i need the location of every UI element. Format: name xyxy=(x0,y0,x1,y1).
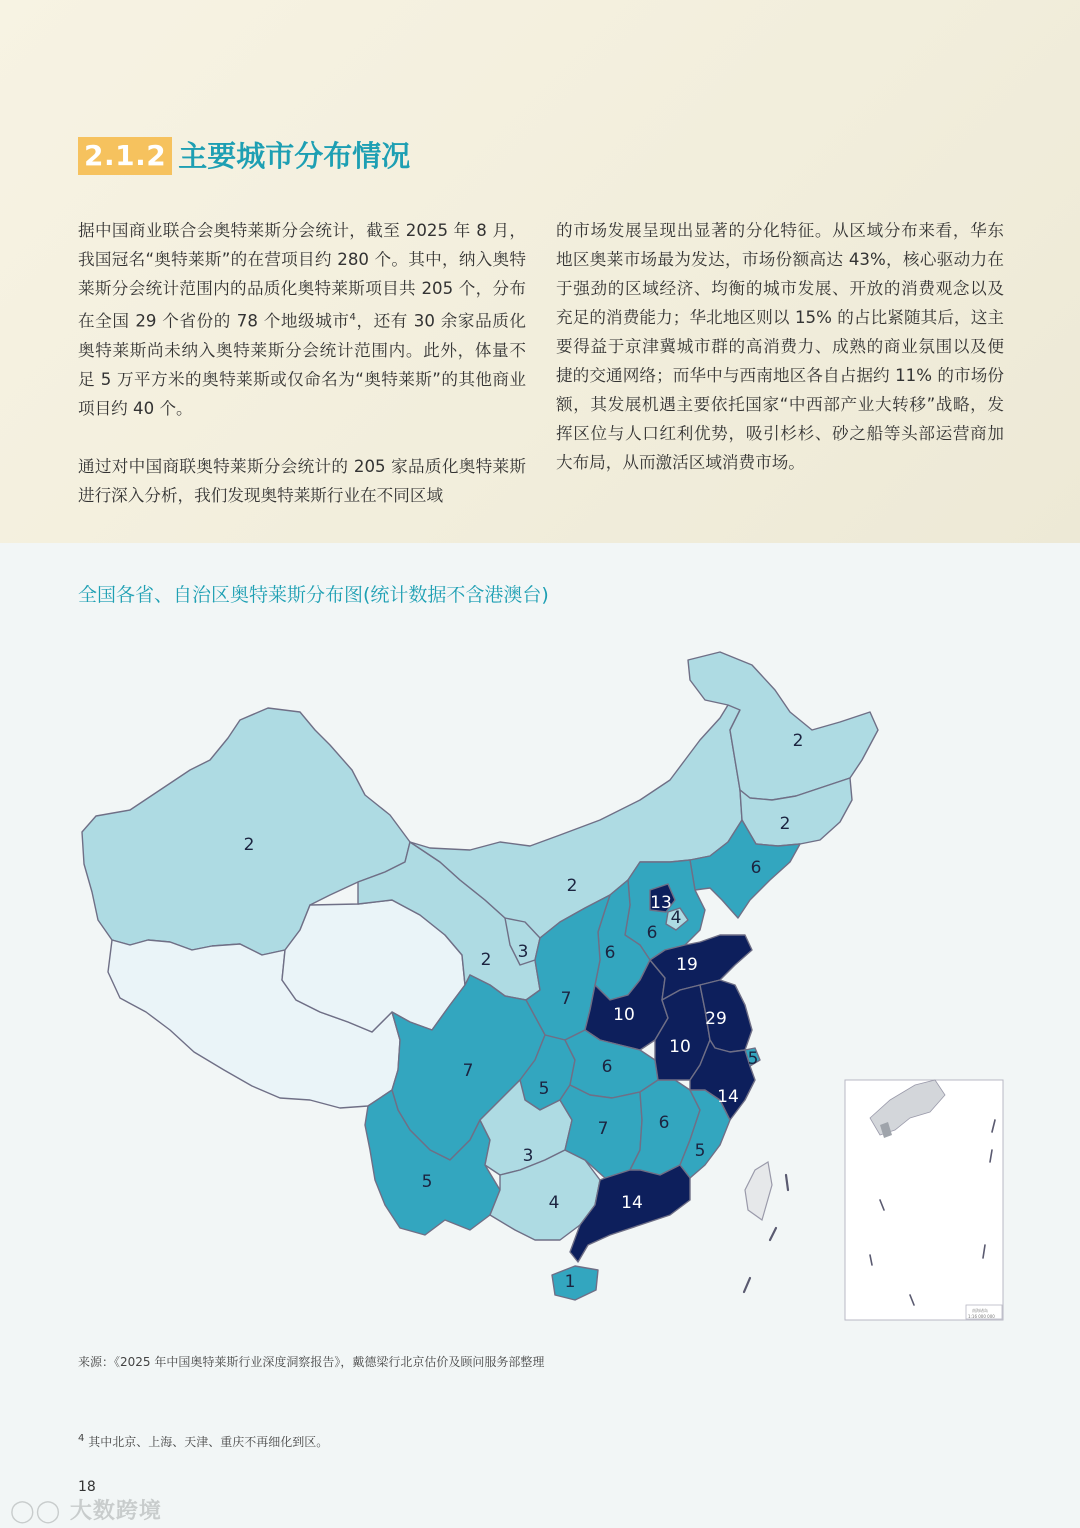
footnote-reference: 4 xyxy=(349,312,356,323)
count-label-fujian: 5 xyxy=(694,1141,706,1161)
footnote xyxy=(78,1433,328,1450)
count-label-shaanxi: 7 xyxy=(560,989,572,1009)
footnote-text: 其中北京、上海、天津、重庆不再细化到区。 xyxy=(88,1435,329,1449)
count-label-tianjin: 4 xyxy=(670,908,682,928)
section-title: 主要城市分布情况 xyxy=(178,139,411,173)
paragraph-1-text-b: ，还有 30 余家品质化奥特莱斯尚未纳入奥特莱斯分会统计范围内。此外，体量不足 5 万平方米的奥特莱斯或仅命名为“奥特莱斯”的其他商业项目约 40 个。 xyxy=(78,311,526,418)
count-label-yunnan: 5 xyxy=(421,1172,433,1192)
source-note: 来源：《2025 年中国奥特莱斯行业深度洞察报告》，戴德梁行北京估价及顾问服务部整理 xyxy=(78,1355,545,1369)
count-label-liaoning: 6 xyxy=(750,858,762,878)
section-number: 2.1.2 xyxy=(78,137,172,175)
count-label-shanghai: 5 xyxy=(747,1049,759,1069)
count-label-henan: 10 xyxy=(613,1005,635,1025)
count-label-guangdong: 14 xyxy=(621,1193,643,1213)
count-label-anhui: 10 xyxy=(669,1037,691,1057)
map-title: 全国各省、自治区奥特莱斯分布图(统计数据不含港澳台) xyxy=(78,584,549,606)
count-label-hainan: 1 xyxy=(564,1272,576,1292)
count-label-jilin: 2 xyxy=(779,814,791,834)
count-label-jiangsu: 29 xyxy=(705,1009,727,1029)
svg-text:1:16 000 000: 1:16 000 000 xyxy=(968,1314,995,1319)
count-label-gansu: 2 xyxy=(480,950,492,970)
count-label-shandong: 19 xyxy=(676,955,698,975)
count-label-ningxia: 3 xyxy=(517,942,529,962)
body-paragraph-2: 通过对中国商联奥特莱斯分会统计的 205 家品质化奥特莱斯进行深入分析，我们发现奥特莱斯行业在不同区域 xyxy=(78,456,526,505)
count-label-beijing: 13 xyxy=(650,893,672,913)
body-paragraph-3: 的市场发展呈现出显著的分化特征。从区域分布来看，华东地区奥莱市场最为发达，市场份额高达 43%，核心驱动力在于强劲的区域经济、均衡的城市发展、开放的消费观念以及充足的消费能力；华北地区则以 15% 的占比紧随其后，这主要得益于京津冀城市群的高消费力、成熟的商业氛围以及便捷的交通网络；而华中与西南地区各自占据约 11% 的市场份额，其发展机遇主要依托国家“中西部产业大转移”战略，发挥区位与人口红利优势，吸引杉杉、砂之船等头部运营商加大布局，从而激活区域消费市场。 xyxy=(556,221,1004,472)
count-label-zhejiang: 14 xyxy=(717,1087,739,1107)
svg-text:南海诸岛: 南海诸岛 xyxy=(972,1308,988,1313)
count-label-hubei: 6 xyxy=(601,1057,613,1077)
page-number: 18 xyxy=(78,1479,96,1495)
count-label-shanxi: 6 xyxy=(604,943,616,963)
count-label-guangxi: 4 xyxy=(548,1193,560,1213)
footnote-mark: 4 xyxy=(78,1433,85,1444)
count-label-sichuan: 7 xyxy=(462,1061,474,1081)
count-label-guizhou: 3 xyxy=(522,1146,534,1166)
paragraph-1-text-a: 据中国商业联合会奥特莱斯分会统计，截至 2025 年 8 月，我国冠名“奥特莱斯”的在营项目约 280 个。其中，纳入奥特莱斯分会统计范围内的品质化奥特莱斯项目共 205 个，分布在全国 29 个省份的 78 个地级城市 xyxy=(78,221,526,331)
watermark-logo: ◯◯ 大数跨境 xyxy=(10,1499,162,1524)
count-label-innermongolia: 2 xyxy=(566,876,578,896)
region-taiwan xyxy=(745,1162,772,1220)
count-label-heilongjiang: 2 xyxy=(792,731,804,751)
count-label-hebei: 6 xyxy=(646,923,658,943)
watermark-text: 大数跨境 xyxy=(69,1499,162,1524)
south-china-sea-inset xyxy=(845,1080,1003,1320)
count-label-xinjiang: 2 xyxy=(243,835,255,855)
count-label-hunan: 7 xyxy=(597,1119,609,1139)
count-label-jiangxi: 6 xyxy=(658,1113,670,1133)
count-label-chongqing: 5 xyxy=(538,1079,550,1099)
